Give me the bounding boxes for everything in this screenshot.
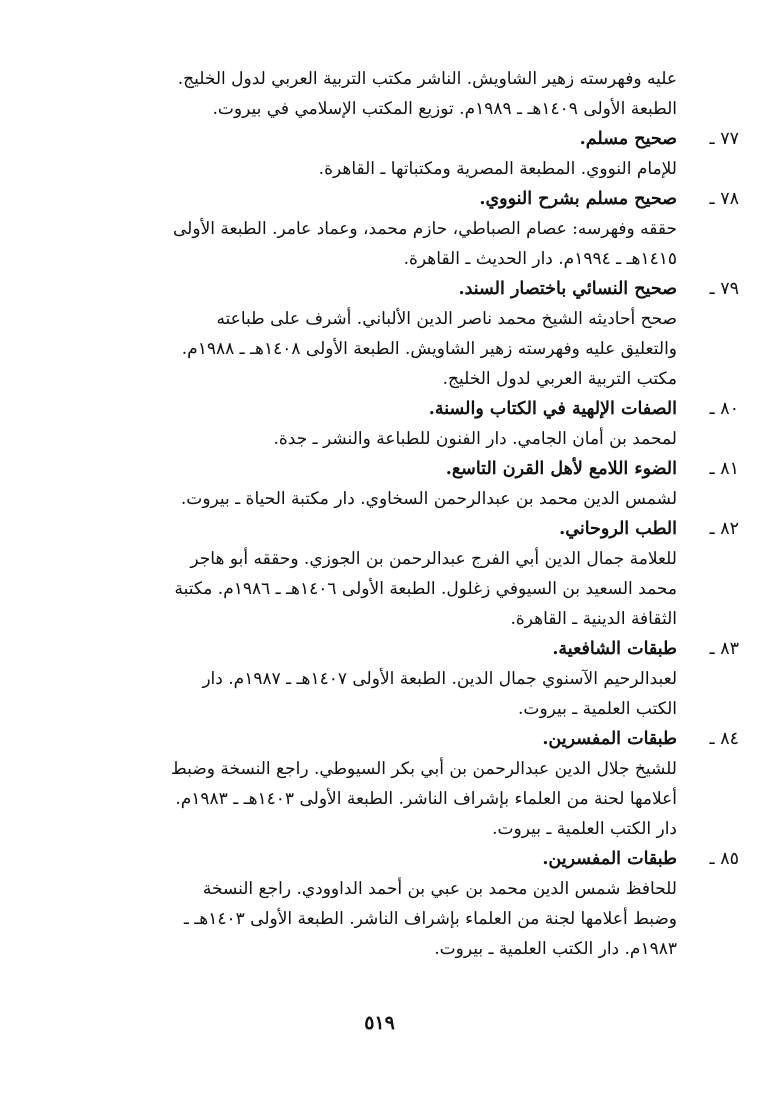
bibliography-entry — [78, 124, 739, 184]
text-line: والتعليق عليه وفهرسته زهير الشاويش. الطبعة الأولى ١٤٠٨هـ ـ ١٩٨٨م. — [181, 339, 677, 359]
entry-description — [78, 154, 677, 184]
entry-description — [78, 544, 677, 634]
bibliography-entry — [78, 844, 739, 964]
text-line: لمحمد بن أمان الجامي. دار الفنون للطباعة والنشر ـ جدة. — [273, 429, 677, 449]
text-line: لعبدالرحيم الآسنوي جمال الدين. الطبعة الأولى ١٤٠٧هـ ـ ١٩٨٧م. دار — [202, 669, 677, 689]
entry-title: طبقات المفسرين. — [542, 729, 677, 749]
entry-description — [78, 424, 677, 454]
entry-title: الضوء اللامع لأهل القرن التاسع. — [445, 459, 677, 479]
entry-description — [78, 874, 677, 964]
text-line: أعلامها لحنة من العلماء بإشراف الناشر. الطبعة الأولى ١٤٠٣هـ ـ ١٩٨٣م. — [175, 789, 677, 809]
entry-heading — [78, 454, 739, 484]
entry-heading — [78, 394, 739, 424]
entry-heading — [78, 724, 739, 754]
entry-number: ٨١ ـ — [709, 459, 739, 479]
entry-number: ٨٥ ـ — [709, 849, 739, 869]
bibliography-entry — [78, 454, 739, 514]
entry-title: صحيح مسلم بشرح النووي. — [479, 189, 677, 209]
entry-number: ٨٣ ـ — [709, 639, 739, 659]
entry-description — [78, 754, 677, 844]
entry-number: ٧٧ ـ — [709, 129, 739, 149]
text-line: دار الكتب العلمية ـ بيروت. — [492, 819, 677, 839]
entry-description — [78, 304, 677, 394]
text-line: صحح أحاديثه الشيخ محمد ناصر الدين الألباني. أشرف على طباعته — [216, 309, 677, 329]
text-line: ١٤١٥هـ ـ ١٩٩٤م. دار الحديث ـ القاهرة. — [403, 249, 677, 269]
entry-heading — [78, 844, 739, 874]
intro-paragraph — [78, 64, 677, 124]
entry-heading — [78, 514, 739, 544]
entry-number: ٨٠ ـ — [709, 399, 739, 419]
text-line: حققه وفهرسه: عصام الصباطي، حازم محمد، وعماد عامر. الطبعة الأولى — [173, 219, 677, 239]
text-line: مكتب التربية العربي لدول الخليج. — [442, 369, 677, 389]
entry-number: ٧٨ ـ — [709, 189, 739, 209]
entry-description — [78, 664, 677, 724]
text-line: للإمام النووي. المطبعة المصرية ومكتباتها ـ القاهرة. — [318, 159, 677, 179]
entry-number: ٨٢ ـ — [709, 519, 739, 539]
entry-title: الصفات الإلهية في الكتاب والسنة. — [428, 399, 677, 419]
entry-title: صحيح مسلم. — [579, 129, 677, 149]
bibliography-entry — [78, 724, 739, 844]
bibliography-entry — [78, 394, 739, 454]
entry-description — [78, 484, 677, 514]
entry-heading — [78, 274, 739, 304]
entry-title: صحيح النسائي باختصار السند. — [458, 279, 677, 299]
bibliography-list — [78, 124, 739, 964]
bibliography-entry — [78, 274, 739, 394]
entry-heading — [78, 124, 739, 154]
page-number: ٥١٩ — [364, 1012, 395, 1034]
page-content — [78, 64, 739, 964]
text-line: لشمس الدين محمد بن عبدالرحمن السخاوي. دار مكتبة الحياة ـ بيروت. — [180, 489, 677, 509]
entry-title: طبقات الشافعية. — [552, 639, 677, 659]
entry-title: طبقات المفسرين. — [542, 849, 677, 869]
text-line: ١٩٨٣م. دار الكتب العلمية ـ بيروت. — [434, 939, 677, 959]
bibliography-entry — [78, 184, 739, 274]
text-line: الثقافة الدينية ـ القاهرة. — [510, 609, 677, 629]
entry-description — [78, 214, 677, 274]
entry-number: ٨٤ ـ — [709, 729, 739, 749]
text-line: الطبعة الأولى ١٤٠٩هـ ـ ١٩٨٩م. توزيع المكتب الإسلامي في بيروت. — [212, 99, 677, 119]
text-line: الكتب العلمية ـ بيروت. — [518, 699, 677, 719]
text-line: للعلامة جمال الدين أبي الفرج عبدالرحمن بن الجوزي. وحققه أبو هاجر — [190, 549, 677, 569]
entry-number: ٧٩ ـ — [709, 279, 739, 299]
entry-title: الطب الروحاني. — [559, 519, 677, 539]
bibliography-entry — [78, 634, 739, 724]
text-line: محمد السعيد بن السيوفي زغلول. الطبعة الأولى ١٤٠٦هـ ـ ١٩٨٦م. مكتبة — [174, 579, 677, 599]
text-line: وضبط أعلامها لجنة من العلماء بإشراف الناشر. الطبعة الأولى ١٤٠٣هـ ـ — [183, 909, 677, 929]
text-line: عليه وفهرسته زهير الشاويش. الناشر مكتب التربية العربي لدول الخليج. — [177, 69, 677, 89]
text-line: للحافظ شمس الدين محمد بن عبي بن أحمد الداوودي. راجع النسخة — [202, 879, 677, 899]
entry-heading — [78, 184, 739, 214]
entry-heading — [78, 634, 739, 664]
text-line: للشيخ جلال الدين عبدالرحمن بن أبي بكر السيوطي. راجع النسخة وضبط — [171, 759, 677, 779]
bibliography-entry — [78, 514, 739, 634]
